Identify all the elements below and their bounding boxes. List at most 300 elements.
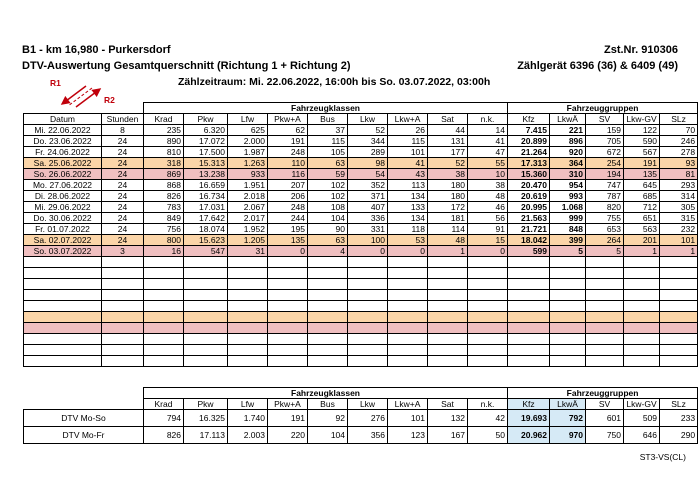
- summary-value-cell: 92: [308, 410, 348, 427]
- empty-cell: [308, 345, 348, 356]
- value-cell: 102: [308, 191, 348, 202]
- value-cell: 755: [586, 213, 624, 224]
- empty-cell: [102, 312, 144, 323]
- value-cell: 1.068: [550, 202, 586, 213]
- table-row: [24, 158, 698, 169]
- empty-cell: [184, 268, 228, 279]
- value-cell: 191: [268, 136, 308, 147]
- counter-device: Zählgerät 6396 (36) & 6409 (49): [517, 60, 678, 72]
- value-cell: 1.952: [228, 224, 268, 235]
- column-header: Bus: [308, 114, 348, 125]
- value-cell: 108: [308, 202, 348, 213]
- summary-column-header: Kfz: [508, 399, 550, 410]
- summary-column-header: Lkw: [348, 399, 388, 410]
- empty-cell: [268, 279, 308, 290]
- value-cell: 993: [550, 191, 586, 202]
- empty-cell: [268, 290, 308, 301]
- empty-cell: [144, 323, 184, 334]
- empty-cell: [624, 312, 660, 323]
- empty-cell: [468, 356, 508, 367]
- empty-cell: [308, 312, 348, 323]
- empty-cell: [228, 279, 268, 290]
- empty-cell: [268, 356, 308, 367]
- empty-row: [24, 323, 698, 334]
- value-cell: 91: [468, 224, 508, 235]
- value-cell: 651: [624, 213, 660, 224]
- empty-cell: [308, 279, 348, 290]
- empty-cell: [228, 323, 268, 334]
- value-cell: 567: [624, 147, 660, 158]
- value-cell: 47: [468, 147, 508, 158]
- empty-cell: [586, 290, 624, 301]
- empty-cell: [348, 334, 388, 345]
- value-cell: 221: [550, 125, 586, 136]
- column-header: Lkw-GV: [624, 114, 660, 125]
- summary-value-cell: 290: [660, 427, 698, 444]
- value-cell: 6.320: [184, 125, 228, 136]
- empty-cell: [184, 301, 228, 312]
- table-row: [24, 125, 698, 136]
- empty-cell: [660, 345, 698, 356]
- value-cell: 38: [468, 180, 508, 191]
- value-cell: 2.067: [228, 202, 268, 213]
- value-cell: 5: [550, 246, 586, 257]
- empty-cell: [24, 290, 102, 301]
- table-row: [24, 213, 698, 224]
- summary-value-cell: 50: [468, 427, 508, 444]
- column-header: SV: [586, 114, 624, 125]
- date-cell: Mi. 29.06.2022: [24, 202, 102, 213]
- value-cell: 20.619: [508, 191, 550, 202]
- empty-cell: [550, 312, 586, 323]
- empty-cell: [228, 312, 268, 323]
- value-cell: 18.042: [508, 235, 550, 246]
- empty-cell: [102, 257, 144, 268]
- empty-row: [24, 334, 698, 345]
- empty-cell: [144, 290, 184, 301]
- summary-value-cell: 2.003: [228, 427, 268, 444]
- empty-cell: [660, 334, 698, 345]
- value-cell: 599: [508, 246, 550, 257]
- date-cell: Do. 30.06.2022: [24, 213, 102, 224]
- empty-cell: [24, 257, 102, 268]
- value-cell: 920: [550, 147, 586, 158]
- value-cell: 195: [268, 224, 308, 235]
- empty-cell: [468, 345, 508, 356]
- station-number: Zst.Nr. 910306: [604, 44, 678, 56]
- empty-cell: [508, 257, 550, 268]
- empty-cell: [660, 268, 698, 279]
- value-cell: 21.563: [508, 213, 550, 224]
- value-cell: 54: [348, 169, 388, 180]
- empty-row: [24, 257, 698, 268]
- summary-column-header: Bus: [308, 399, 348, 410]
- date-cell: So. 26.06.2022: [24, 169, 102, 180]
- value-cell: 17.031: [184, 202, 228, 213]
- summary-column-header: Sat: [428, 399, 468, 410]
- empty-cell: [586, 334, 624, 345]
- empty-cell: [268, 257, 308, 268]
- empty-cell: [586, 279, 624, 290]
- value-cell: 563: [624, 224, 660, 235]
- value-cell: 24: [102, 158, 144, 169]
- summary-value-cell: 792: [550, 410, 586, 427]
- summary-value-cell: 19.693: [508, 410, 550, 427]
- empty-row: [24, 345, 698, 356]
- value-cell: 705: [586, 136, 624, 147]
- empty-cell: [550, 301, 586, 312]
- empty-cell: [428, 279, 468, 290]
- value-cell: 180: [428, 191, 468, 202]
- empty-row: [24, 268, 698, 279]
- daily-count-table: [23, 102, 698, 367]
- value-cell: 59: [308, 169, 348, 180]
- empty-cell: [550, 323, 586, 334]
- summary-row: [24, 410, 698, 427]
- empty-cell: [308, 301, 348, 312]
- empty-cell: [660, 279, 698, 290]
- empty-cell: [184, 356, 228, 367]
- value-cell: 159: [586, 125, 624, 136]
- empty-cell: [428, 356, 468, 367]
- value-cell: 7.415: [508, 125, 550, 136]
- value-cell: 53: [388, 235, 428, 246]
- value-cell: 15: [468, 235, 508, 246]
- value-cell: 305: [660, 202, 698, 213]
- empty-cell: [24, 301, 102, 312]
- value-cell: 399: [550, 235, 586, 246]
- empty-cell: [428, 345, 468, 356]
- empty-cell: [388, 312, 428, 323]
- empty-cell: [660, 301, 698, 312]
- value-cell: 63: [308, 235, 348, 246]
- empty-cell: [24, 345, 102, 356]
- empty-cell: [144, 301, 184, 312]
- summary-value-cell: 17.113: [184, 427, 228, 444]
- value-cell: 37: [308, 125, 348, 136]
- value-cell: 999: [550, 213, 586, 224]
- value-cell: 110: [268, 158, 308, 169]
- location-title: B1 - km 16,980 - Purkersdorf: [22, 44, 171, 56]
- empty-cell: [228, 290, 268, 301]
- value-cell: 17.500: [184, 147, 228, 158]
- direction-1-label: R1: [50, 78, 61, 88]
- empty-cell: [184, 312, 228, 323]
- empty-cell: [144, 279, 184, 290]
- value-cell: 13.238: [184, 169, 228, 180]
- empty-cell: [508, 312, 550, 323]
- empty-cell: [388, 257, 428, 268]
- value-cell: 17.642: [184, 213, 228, 224]
- value-cell: 118: [388, 224, 428, 235]
- value-cell: 3: [102, 246, 144, 257]
- summary-value-cell: 1.740: [228, 410, 268, 427]
- summary-value-cell: 16.325: [184, 410, 228, 427]
- value-cell: 653: [586, 224, 624, 235]
- value-cell: 134: [388, 191, 428, 202]
- summary-value-cell: 191: [268, 410, 308, 427]
- empty-cell: [624, 268, 660, 279]
- value-cell: 90: [308, 224, 348, 235]
- empty-cell: [468, 301, 508, 312]
- value-cell: 135: [268, 235, 308, 246]
- summary-value-cell: 794: [144, 410, 184, 427]
- value-cell: 24: [102, 224, 144, 235]
- column-header: Kfz: [508, 114, 550, 125]
- value-cell: 21.264: [508, 147, 550, 158]
- value-cell: 672: [586, 147, 624, 158]
- value-cell: 756: [144, 224, 184, 235]
- empty-cell: [468, 290, 508, 301]
- empty-cell: [624, 290, 660, 301]
- empty-cell: [228, 301, 268, 312]
- summary-value-cell: 970: [550, 427, 586, 444]
- value-cell: 896: [550, 136, 586, 147]
- empty-cell: [24, 312, 102, 323]
- empty-cell: [468, 268, 508, 279]
- value-cell: 93: [660, 158, 698, 169]
- column-header-row: [24, 114, 698, 125]
- value-cell: 16.659: [184, 180, 228, 191]
- value-cell: 310: [550, 169, 586, 180]
- column-header: Lfw: [228, 114, 268, 125]
- value-cell: 56: [468, 213, 508, 224]
- value-cell: 293: [660, 180, 698, 191]
- value-cell: 177: [428, 147, 468, 158]
- value-cell: 21.721: [508, 224, 550, 235]
- empty-cell: [268, 334, 308, 345]
- value-cell: 625: [228, 125, 268, 136]
- table-row: [24, 169, 698, 180]
- empty-cell: [388, 345, 428, 356]
- value-cell: 135: [624, 169, 660, 180]
- date-cell: Mi. 22.06.2022: [24, 125, 102, 136]
- value-cell: 364: [550, 158, 586, 169]
- value-cell: 201: [624, 235, 660, 246]
- summary-value-cell: 167: [428, 427, 468, 444]
- value-cell: 115: [388, 136, 428, 147]
- table-row: [24, 235, 698, 246]
- empty-cell: [102, 301, 144, 312]
- value-cell: 246: [660, 136, 698, 147]
- empty-cell: [508, 301, 550, 312]
- summary-value-cell: 20.962: [508, 427, 550, 444]
- table-row: [24, 246, 698, 257]
- summary-value-cell: 123: [388, 427, 428, 444]
- value-cell: 172: [428, 202, 468, 213]
- summary-value-cell: 750: [586, 427, 624, 444]
- date-cell: Fr. 24.06.2022: [24, 147, 102, 158]
- value-cell: 8: [102, 125, 144, 136]
- empty-cell: [144, 268, 184, 279]
- empty-cell: [24, 356, 102, 367]
- empty-cell: [102, 345, 144, 356]
- value-cell: 43: [388, 169, 428, 180]
- value-cell: 113: [388, 180, 428, 191]
- value-cell: 52: [348, 125, 388, 136]
- empty-cell: [428, 257, 468, 268]
- group-vehicle-classes: Fahrzeugklassen: [144, 103, 508, 114]
- summary-group-vehicle-groups: Fahrzeuggruppen: [508, 388, 698, 399]
- column-header: Pkw: [184, 114, 228, 125]
- empty-cell: [308, 268, 348, 279]
- value-cell: 407: [348, 202, 388, 213]
- empty-cell: [550, 257, 586, 268]
- empty-cell: [428, 290, 468, 301]
- group-vehicle-groups: Fahrzeuggruppen: [508, 103, 698, 114]
- value-cell: 48: [428, 235, 468, 246]
- value-cell: 0: [268, 246, 308, 257]
- summary-value-cell: 276: [348, 410, 388, 427]
- value-cell: 10: [468, 169, 508, 180]
- value-cell: 48: [468, 191, 508, 202]
- direction-2-label: R2: [104, 95, 115, 105]
- value-cell: 954: [550, 180, 586, 191]
- empty-cell: [308, 356, 348, 367]
- empty-cell: [348, 257, 388, 268]
- value-cell: 547: [184, 246, 228, 257]
- value-cell: 20.470: [508, 180, 550, 191]
- value-cell: 826: [144, 191, 184, 202]
- empty-cell: [228, 268, 268, 279]
- summary-value-cell: 104: [308, 427, 348, 444]
- summary-value-cell: 356: [348, 427, 388, 444]
- empty-cell: [388, 356, 428, 367]
- summary-column-header: Lfw: [228, 399, 268, 410]
- empty-cell: [24, 279, 102, 290]
- value-cell: 14: [468, 125, 508, 136]
- value-cell: 70: [660, 125, 698, 136]
- value-cell: 314: [660, 191, 698, 202]
- empty-cell: [144, 345, 184, 356]
- summary-column-header: LkwÄ: [550, 399, 586, 410]
- value-cell: 820: [586, 202, 624, 213]
- empty-row: [24, 290, 698, 301]
- empty-cell: [468, 334, 508, 345]
- value-cell: 20.899: [508, 136, 550, 147]
- value-cell: 180: [428, 180, 468, 191]
- empty-cell: [624, 356, 660, 367]
- value-cell: 0: [468, 246, 508, 257]
- value-cell: 1: [660, 246, 698, 257]
- empty-cell: [508, 356, 550, 367]
- empty-cell: [586, 301, 624, 312]
- empty-cell: [348, 356, 388, 367]
- date-cell: Sa. 25.06.2022: [24, 158, 102, 169]
- empty-cell: [550, 334, 586, 345]
- value-cell: 712: [624, 202, 660, 213]
- value-cell: 46: [468, 202, 508, 213]
- date-cell: Di. 28.06.2022: [24, 191, 102, 202]
- empty-cell: [586, 356, 624, 367]
- table-row: [24, 202, 698, 213]
- value-cell: 24: [102, 191, 144, 202]
- table-row: [24, 191, 698, 202]
- empty-cell: [624, 257, 660, 268]
- value-cell: 17.313: [508, 158, 550, 169]
- value-cell: 207: [268, 180, 308, 191]
- value-cell: 15.313: [184, 158, 228, 169]
- empty-cell: [428, 334, 468, 345]
- summary-column-header: Pkw+A: [268, 399, 308, 410]
- empty-cell: [388, 334, 428, 345]
- empty-cell: [102, 334, 144, 345]
- empty-cell: [508, 268, 550, 279]
- empty-cell: [624, 334, 660, 345]
- empty-cell: [508, 290, 550, 301]
- summary-value-cell: 601: [586, 410, 624, 427]
- summary-column-header: Lkw+A: [388, 399, 428, 410]
- summary-value-cell: 220: [268, 427, 308, 444]
- value-cell: 17.072: [184, 136, 228, 147]
- empty-cell: [508, 323, 550, 334]
- table-row: [24, 180, 698, 191]
- value-cell: 868: [144, 180, 184, 191]
- date-cell: So. 03.07.2022: [24, 246, 102, 257]
- value-cell: 62: [268, 125, 308, 136]
- summary-column-header: Lkw-GV: [624, 399, 660, 410]
- empty-cell: [550, 290, 586, 301]
- value-cell: 16: [144, 246, 184, 257]
- summary-column-header: n.k.: [468, 399, 508, 410]
- value-cell: 232: [660, 224, 698, 235]
- value-cell: 2.017: [228, 213, 268, 224]
- empty-cell: [624, 301, 660, 312]
- column-header: Lkw: [348, 114, 388, 125]
- empty-cell: [184, 345, 228, 356]
- empty-cell: [348, 279, 388, 290]
- empty-cell: [428, 312, 468, 323]
- empty-cell: [348, 312, 388, 323]
- value-cell: 181: [428, 213, 468, 224]
- empty-cell: [102, 290, 144, 301]
- empty-cell: [308, 323, 348, 334]
- table-row: [24, 147, 698, 158]
- empty-cell: [624, 345, 660, 356]
- value-cell: 590: [624, 136, 660, 147]
- summary-value-cell: 42: [468, 410, 508, 427]
- empty-cell: [308, 257, 348, 268]
- value-cell: 134: [388, 213, 428, 224]
- value-cell: 4: [308, 246, 348, 257]
- summary-group-vehicle-classes: Fahrzeugklassen: [144, 388, 508, 399]
- value-cell: 1: [428, 246, 468, 257]
- summary-label: DTV Mo-Fr: [24, 427, 144, 444]
- empty-cell: [144, 312, 184, 323]
- empty-cell: [184, 279, 228, 290]
- empty-cell: [586, 345, 624, 356]
- empty-row: [24, 356, 698, 367]
- value-cell: 81: [660, 169, 698, 180]
- value-cell: 1.951: [228, 180, 268, 191]
- empty-cell: [660, 290, 698, 301]
- value-cell: 31: [228, 246, 268, 257]
- empty-cell: [388, 301, 428, 312]
- empty-cell: [660, 312, 698, 323]
- count-period: Zählzeitraum: Mi. 22.06.2022, 16:00h bis So. 03.07.2022, 03:00h: [178, 76, 491, 88]
- empty-cell: [550, 268, 586, 279]
- value-cell: 100: [348, 235, 388, 246]
- empty-cell: [24, 323, 102, 334]
- value-cell: 685: [624, 191, 660, 202]
- value-cell: 254: [586, 158, 624, 169]
- value-cell: 101: [388, 147, 428, 158]
- empty-cell: [144, 334, 184, 345]
- empty-cell: [660, 257, 698, 268]
- empty-cell: [184, 257, 228, 268]
- value-cell: 318: [144, 158, 184, 169]
- value-cell: 122: [624, 125, 660, 136]
